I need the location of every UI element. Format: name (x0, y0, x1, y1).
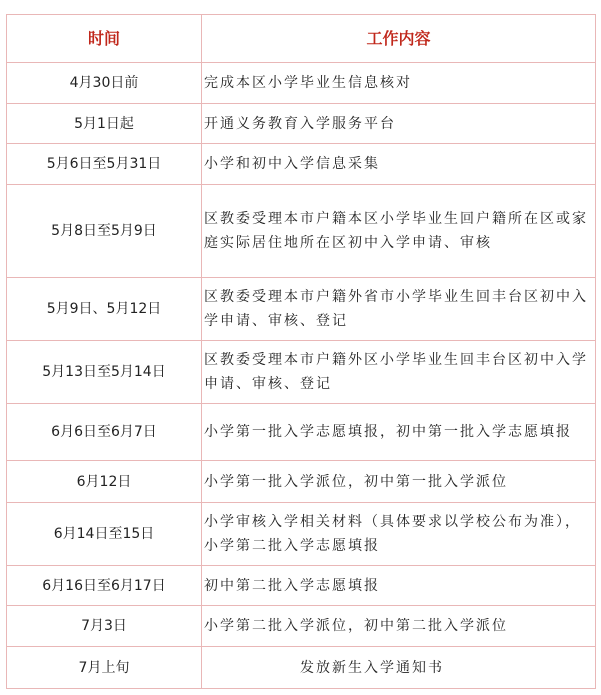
row-date: 4月30日前 (7, 63, 202, 104)
row-content: 区教委受理本市户籍外区小学毕业生回丰台区初中入学申请、审核、登记 (202, 341, 596, 404)
row-date: 6月12日 (7, 461, 202, 503)
row-content: 发放新生入学通知书 (202, 647, 596, 689)
row-content: 区教委受理本市户籍外省市小学毕业生回丰台区初中入学申请、审核、登记 (202, 278, 596, 341)
row-content: 完成本区小学毕业生信息核对 (202, 63, 596, 104)
row-date: 5月6日至5月31日 (7, 144, 202, 185)
row-content: 区教委受理本市户籍本区小学毕业生回户籍所在区或家庭实际居住地所在区初中入学申请、审核 (202, 185, 596, 278)
row-content: 小学第一批入学志愿填报，初中第一批入学志愿填报 (202, 404, 596, 461)
header-time: 时间 (7, 15, 202, 63)
row-date: 5月1日起 (7, 104, 202, 144)
table-row (7, 461, 596, 503)
row-date: 6月6日至6月7日 (7, 404, 202, 461)
row-date: 6月16日至6月17日 (7, 566, 202, 606)
table-row (7, 647, 596, 689)
row-content: 小学第二批入学派位，初中第二批入学派位 (202, 606, 596, 647)
table-row (7, 104, 596, 144)
table-header-row (7, 15, 596, 63)
row-content: 初中第二批入学志愿填报 (202, 566, 596, 606)
table-row (7, 404, 596, 461)
row-date: 7月上旬 (7, 647, 202, 689)
table-row (7, 606, 596, 647)
row-date: 5月9日、5月12日 (7, 278, 202, 341)
row-content: 小学第一批入学派位，初中第一批入学派位 (202, 461, 596, 503)
table-row (7, 503, 596, 566)
table-row (7, 185, 596, 278)
row-content: 开通义务教育入学服务平台 (202, 104, 596, 144)
row-content: 小学和初中入学信息采集 (202, 144, 596, 185)
table-row (7, 144, 596, 185)
table-row (7, 341, 596, 404)
row-date: 5月13日至5月14日 (7, 341, 202, 404)
row-content: 小学审核入学相关材料（具体要求以学校公布为准），小学第二批入学志愿填报 (202, 503, 596, 566)
row-date: 5月8日至5月9日 (7, 185, 202, 278)
table-row (7, 566, 596, 606)
row-date: 6月14日至15日 (7, 503, 202, 566)
row-date: 7月3日 (7, 606, 202, 647)
table-row (7, 63, 596, 104)
enrollment-schedule-table (6, 14, 596, 689)
header-content: 工作内容 (202, 15, 596, 63)
table-row (7, 278, 596, 341)
